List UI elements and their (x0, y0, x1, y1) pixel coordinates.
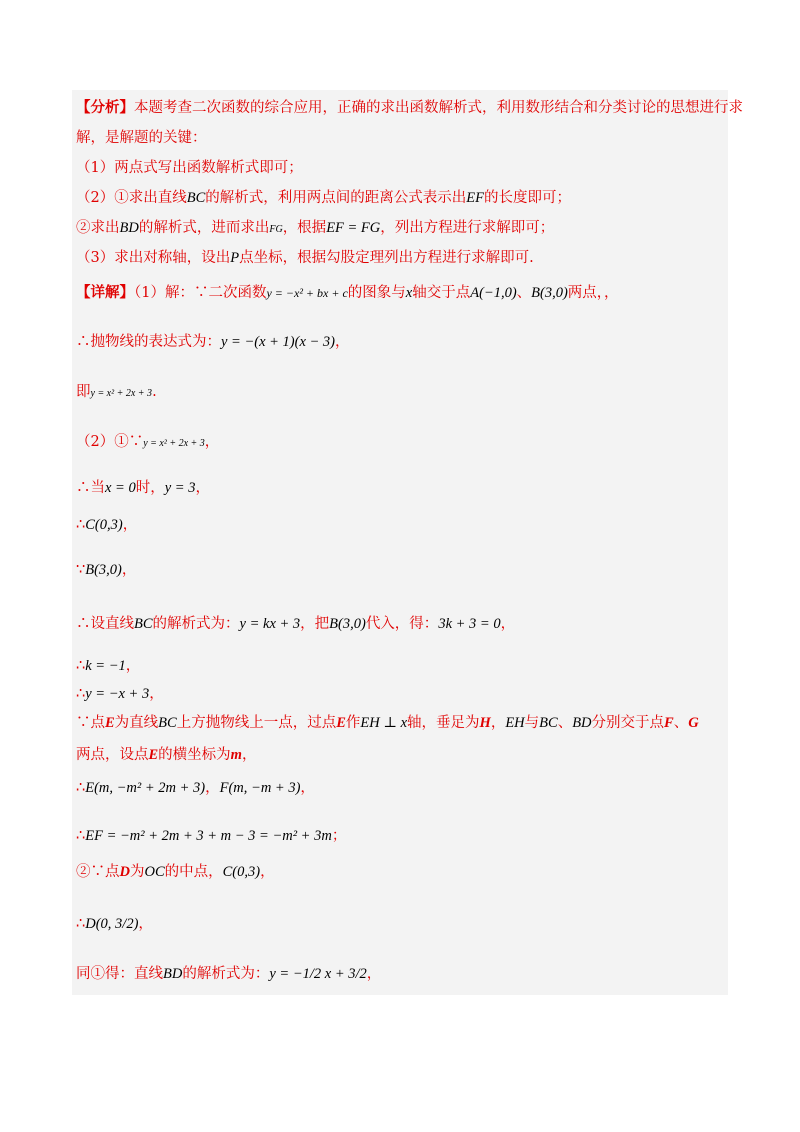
analysis-tag: 【分析】 (76, 99, 134, 116)
analysis-line-2: 解，是解题的关键： (76, 130, 207, 146)
detail-line-1: 【详解】（1）解：∵二次函数y = −x² + bx + c的图象与x轴交于点A(−1,0)、B(3,0)两点，， (76, 284, 619, 301)
detail-line-13: ∴E(m, −m² + 2m + 3)，F(m, −m + 3)， (76, 780, 315, 796)
analysis-point-2: （2）①求出直线BC的解析式，利用两点间的距离公式表示出EF的长度即可； (76, 190, 571, 206)
detail-line-9: ∴k = −1， (76, 658, 141, 674)
detail-line-12: 两点，设点E的横坐标为m， (76, 747, 257, 763)
analysis-point-2b: ②求出BD的解析式，进而求出FG，根据EF = FG，列出方程进行求解即可； (76, 220, 555, 236)
detail-tag: 【详解】 (76, 284, 134, 301)
detail-line-14: ∴EF = −m² + 2m + 3 + m − 3 = −m² + 3m； (76, 828, 347, 844)
detail-line-11: ∵点E为直线BC上方抛物线上一点，过点E作EH ⊥ x轴，垂足为H，EH与BC、BD分别交于点F、G (76, 715, 699, 731)
analysis-point-3: （3）求出对称轴，设出P点坐标，根据勾股定理列出方程进行求解即可. (76, 250, 534, 266)
analysis-line-1: 【分析】本题考查二次函数的综合应用，正确的求出函数解析式，利用数形结合和分类讨论的思想进行求 (76, 99, 743, 116)
detail-line-15: ②∵点D为OC的中点，C(0,3)， (76, 864, 275, 880)
detail-line-3: 即y = x² + 2x + 3. (76, 384, 157, 400)
detail-line-4: （2）①∵y = x² + 2x + 3， (76, 434, 220, 450)
detail-line-5: ∴当x = 0时，y = 3， (76, 480, 210, 496)
detail-line-6: ∴C(0,3)， (76, 517, 138, 533)
detail-line-10: ∴y = −x + 3， (76, 686, 164, 702)
analysis-point-1: （1）两点式写出函数解析式即可； (76, 160, 303, 176)
detail-line-16: ∴D(0, 3/2)， (76, 916, 153, 932)
detail-line-17: 同①得：直线BD的解析式为：y = −1/2 x + 3/2， (76, 966, 382, 982)
detail-line-8: ∴设直线BC的解析式为：y = kx + 3，把B(3,0)代入，得：3k + 3 = 0， (76, 616, 516, 632)
detail-line-7: ∵B(3,0)， (76, 562, 137, 578)
detail-line-2: ∴抛物线的表达式为：y = −(x + 1)(x − 3)， (76, 334, 350, 350)
